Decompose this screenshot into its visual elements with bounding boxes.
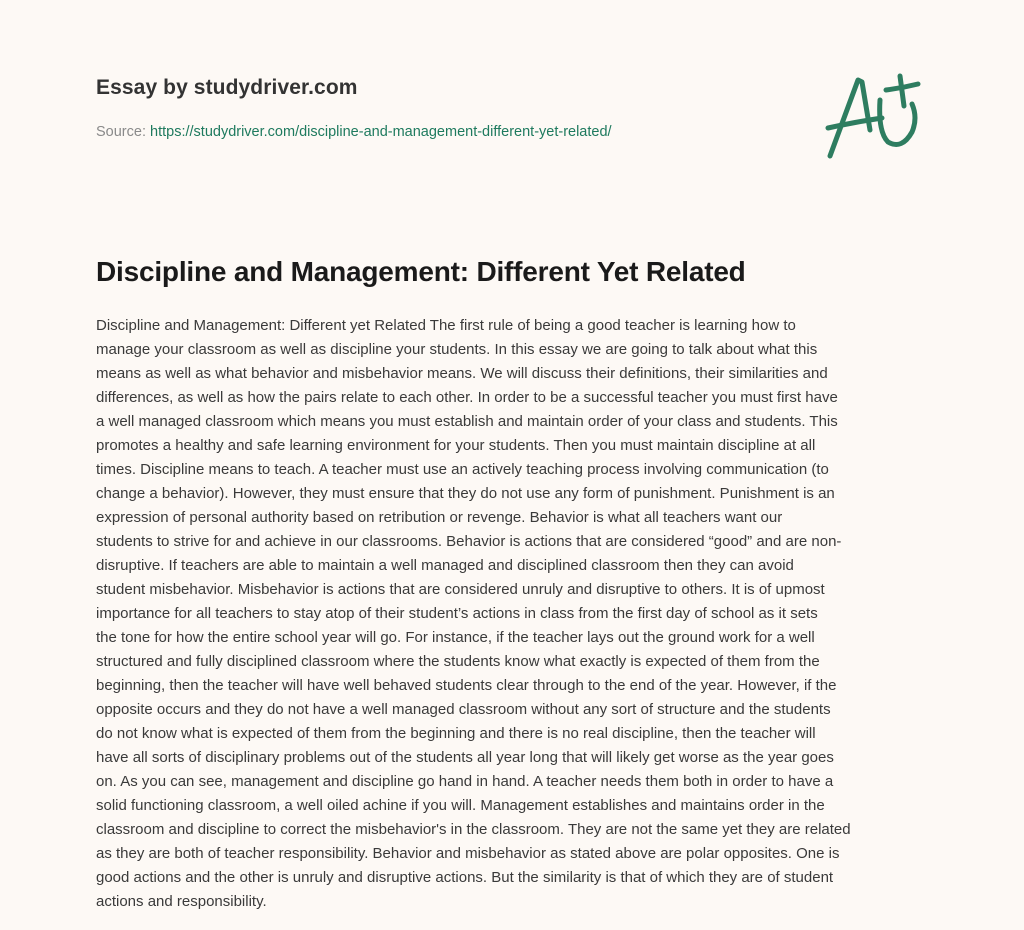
essay-line: times. Discipline means to teach. A teacher must use an actively teaching process involving communication (to (96, 461, 829, 478)
essay-line: as they are both of teacher responsibility. Behavior and misbehavior as stated above are polar opposites. One is (96, 845, 840, 862)
site-header (96, 76, 358, 100)
essay-body (96, 314, 956, 914)
essay-line: the tone for how the entire school year will go. For instance, if the teacher lays out the ground work for a well (96, 629, 815, 646)
essay-line: disruptive. If teachers are able to maintain a well managed and disciplined classroom then they can avoid (96, 557, 794, 574)
essay-line: student misbehavior. Misbehavior is actions that are considered unruly and disruptive to others. It is of upmost (96, 581, 825, 598)
essay-title: Discipline and Management: Different Yet Related (96, 256, 746, 287)
essay-line: have all sorts of disciplinary problems out of the students all year long that will likely get worse as the year goes (96, 749, 834, 766)
site-title: Essay by studydriver.com (96, 76, 358, 99)
essay-line: classroom and discipline to correct the misbehavior's in the classroom. They are not the same yet they are related (96, 821, 851, 838)
essay-line: good actions and the other is unruly and disruptive actions. But the similarity is that of which they are of student (96, 869, 834, 886)
essay-line: differences, as well as how the pairs relate to each other. In order to be a successful teacher you must first have (96, 389, 838, 406)
source-label: Source: (96, 124, 146, 140)
essay-line: actions and responsibility. (96, 893, 267, 910)
source-link[interactable]: https://studydriver.com/discipline-and-management-different-yet-related/ (150, 124, 612, 140)
essay-line: Discipline and Management: Different yet Related The first rule of being a good teacher is learning how to (96, 317, 796, 334)
essay-line: structured and fully disciplined classroom where the students know what exactly is expected of them from the (96, 653, 820, 670)
essay-line: importance for all teachers to stay atop of their student’s actions in class from the first day of school as it sets (96, 605, 818, 622)
essay-line: do not know what is expected of them from the beginning and there is no real discipline, then the teacher will (96, 725, 816, 742)
essay-line: means as well as what behavior and misbehavior means. We will discuss their definitions, their similarities and (96, 365, 828, 382)
essay-line: opposite occurs and they do not have a well managed classroom without any sort of structure and the students (96, 701, 831, 718)
essay-line: a well managed classroom which means you must establish and maintain order of your class and students. This (96, 413, 838, 430)
essay-line: on. As you can see, management and discipline go hand in hand. A teacher needs them both in order to have a (96, 773, 834, 790)
essay-line: promotes a healthy and safe learning environment for your students. Then you must maintain discipline at all (96, 437, 816, 454)
a-plus-grade-icon (820, 60, 935, 170)
source-line (96, 124, 612, 140)
essay-line: change a behavior). However, they must ensure that they do not use any form of punishment. Punishment is an (96, 485, 835, 502)
essay-line: solid functioning classroom, a well oiled achine if you will. Management establishes and maintains order in the (96, 797, 825, 814)
essay-line: beginning, then the teacher will have well behaved students clear through to the end of the year. However, if the (96, 677, 837, 694)
essay-line: expression of personal authority based on retribution or revenge. Behavior is what all teachers want our (96, 509, 783, 526)
essay-line: students to strive for and achieve in our classrooms. Behavior is actions that are considered “good” and are non- (96, 533, 842, 550)
essay-line: manage your classroom as well as discipline your students. In this essay we are going to talk about what this (96, 341, 818, 358)
